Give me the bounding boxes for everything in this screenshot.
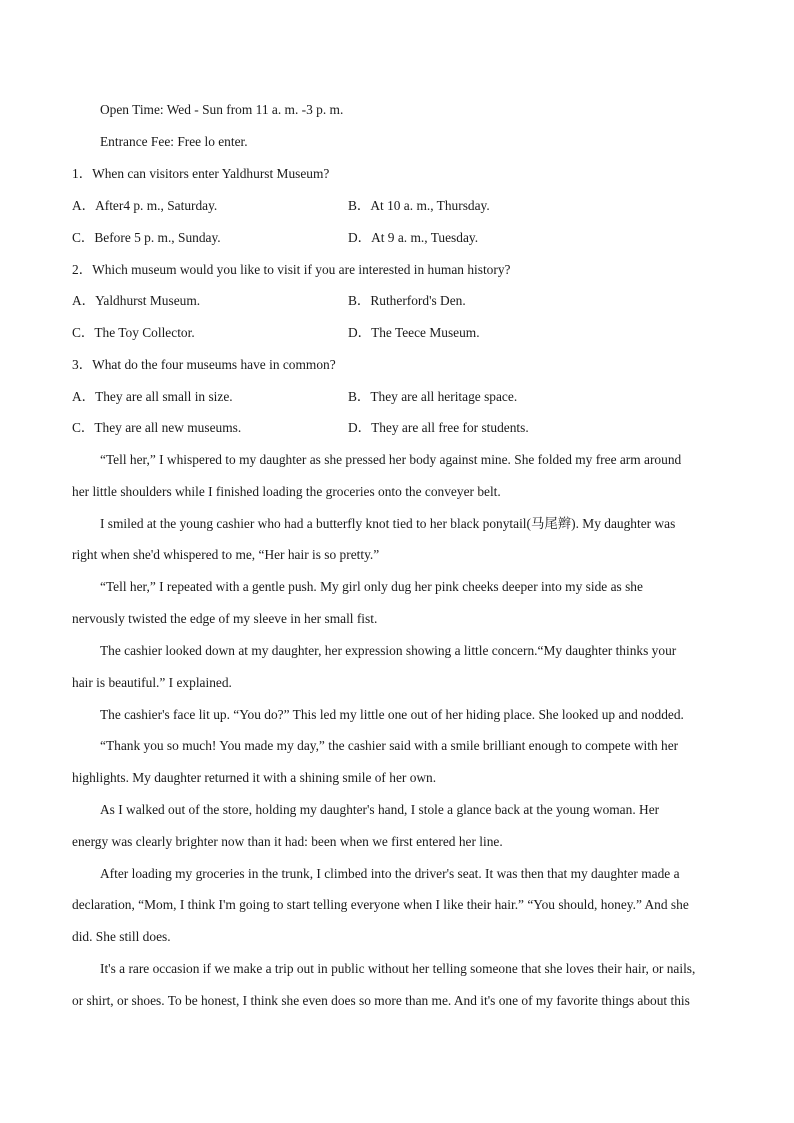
option-letter: A． [72,389,96,404]
q3-option-d [348,419,529,437]
question-stem: What do the four museums have in common? [92,357,336,372]
passage-line: “Tell her,” I whispered to my daughter as she pressed her body against mine. She folded my free arm around [100,452,682,467]
option-letter: D． [348,230,372,245]
option-text: They are all new museums. [94,420,242,435]
option-letter: B． [348,198,371,213]
option-letter: A． [72,198,96,213]
passage-line: “Thank you so much! You made my day,” the cashier said with a smile brilliant enough to compete with her [100,738,679,753]
q3-option-c [72,419,241,437]
q1-option-a [72,197,217,215]
option-text: They are all heritage space. [370,389,518,404]
passage-line: highlights. My daughter returned it with a shining smile of her own. [72,770,437,785]
q3-option-a [72,388,233,406]
q2-option-c [72,324,195,342]
passage-line: “Tell her,” I repeated with a gentle push. My girl only dug her pink cheeks deeper into my side as she [100,579,643,594]
q2-option-a [72,292,200,310]
q1-option-c [72,229,221,247]
option-text: The Teece Museum. [371,325,480,340]
passage-line: her little shoulders while I finished loading the groceries onto the conveyer belt. [72,484,501,499]
passage-line: did. She still does. [72,929,171,944]
option-text: Rutherford's Den. [370,293,466,308]
passage-line: or shirt, or shoes. To be honest, I think she even does so more than me. And it's one of my favorite things about this [72,993,690,1008]
question-number: 1． [72,166,93,181]
option-text: Yaldhurst Museum. [95,293,201,308]
passage-line: nervously twisted the edge of my sleeve in her small fist. [72,611,378,626]
question-stem: When can visitors enter Yaldhurst Museum? [92,166,330,181]
passage-line: It's a rare occasion if we make a trip out in public without her telling someone that she loves their hair, or nails, [100,961,696,976]
option-letter: D． [348,325,372,340]
q2-option-d [348,324,480,342]
option-text: Before 5 p. m., Sunday. [94,230,221,245]
option-letter: C． [72,325,95,340]
option-letter: C． [72,230,95,245]
q3-option-b [348,388,517,406]
option-text: The Toy Collector. [94,325,195,340]
option-text: After4 p. m., Saturday. [95,198,218,213]
option-letter: B． [348,389,371,404]
passage-line: The cashier's face lit up. “You do?” This led my little one out of her hiding place. She looked up and nodded. [100,707,684,722]
passage-line: energy was clearly brighter now than it had: been when we first entered her line. [72,834,503,849]
question-2 [72,261,510,279]
question-1 [72,165,329,183]
question-3 [72,356,336,374]
passage-line: After loading my groceries in the trunk, I climbed into the driver's seat. It was then that my daughter made a [100,866,680,881]
passage-line: right when she'd whispered to me, “Her hair is so pretty.” [72,547,380,562]
option-letter: B． [348,293,371,308]
option-text: They are all free for students. [371,420,529,435]
passage-line: hair is beautiful.” I explained. [72,675,232,690]
passage-line: declaration, “Mom, I think I'm going to start telling everyone when I like their hair.” “You should, honey.” And she [72,897,689,912]
q2-option-b [348,292,466,310]
question-number: 3． [72,357,93,372]
question-stem: Which museum would you like to visit if you are interested in human history? [92,262,511,277]
option-text: At 9 a. m., Tuesday. [371,230,479,245]
option-letter: D． [348,420,372,435]
option-text: At 10 a. m., Thursday. [370,198,490,213]
q1-option-d [348,229,478,247]
question-number: 2． [72,262,93,277]
passage-line: As I walked out of the store, holding my daughter's hand, I stole a glance back at the young woman. Her [100,802,660,817]
open-time-line: Open Time: Wed - Sun from 11 a. m. -3 p. m. [100,102,344,117]
entrance-fee-line: Entrance Fee: Free lo enter. [100,134,248,149]
passage-line: I smiled at the young cashier who had a butterfly knot tied to her black ponytail(马尾辫). My daughter was [100,516,676,531]
option-text: They are all small in size. [95,389,233,404]
q1-option-b [348,197,490,215]
option-letter: A． [72,293,96,308]
option-letter: C． [72,420,95,435]
passage-line: The cashier looked down at my daughter, her expression showing a little concern.“My daughter thinks your [100,643,677,658]
